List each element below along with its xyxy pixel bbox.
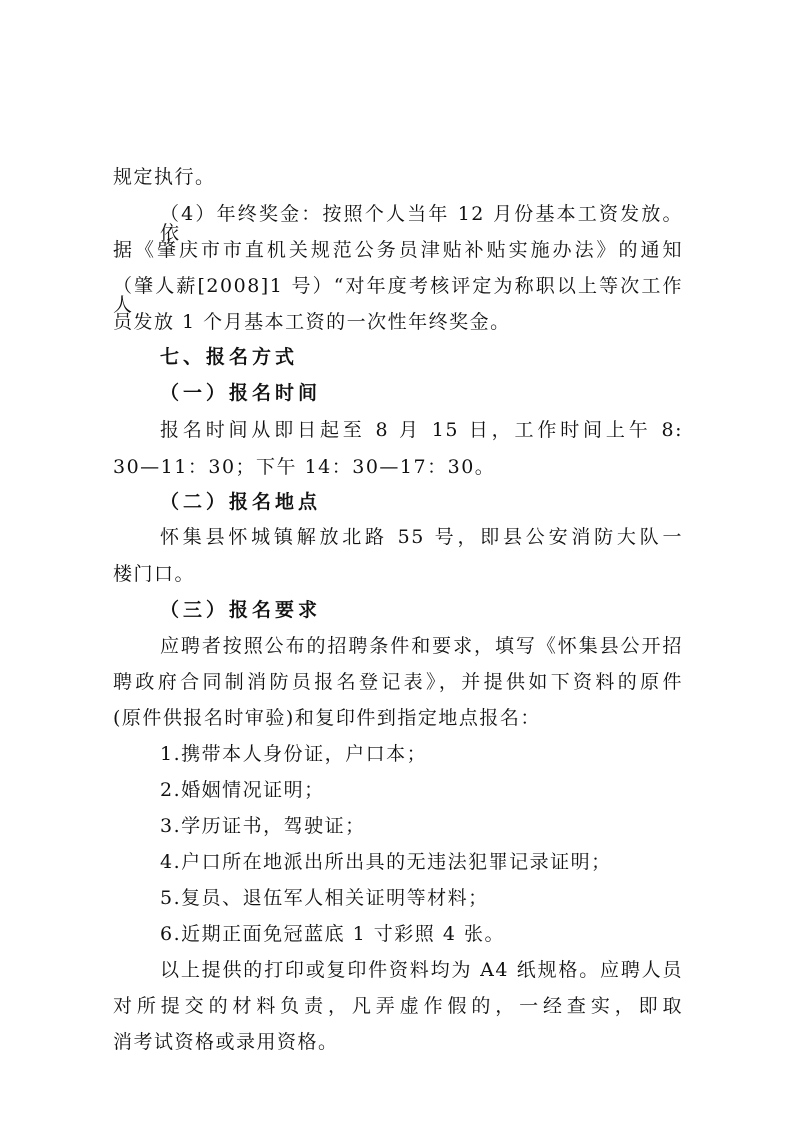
paragraph-line: （4）年终奖金：按照个人当年 12 月份基本工资发放。依 <box>160 203 683 244</box>
paragraph-line: 楼门口。 <box>113 563 196 585</box>
paragraph-line: 据《肇庆市市直机关规范公务员津贴补贴实施办法》的通知 <box>113 239 683 261</box>
subsection-heading: （一）报名时间 <box>160 382 322 404</box>
paragraph-line: （肇人薪[2008]1 号）“对年度考核评定为称职以上等次工作人 <box>113 275 683 316</box>
subsection-heading: （二）报名地点 <box>160 491 322 513</box>
paragraph-line: 对所提交的材料负责，凡弄虚作假的，一经查实，即取 <box>113 995 683 1017</box>
list-item: 5.复员、退伍军人相关证明等材料； <box>160 887 489 909</box>
paragraph-line: 消考试资格或录用资格。 <box>113 1031 339 1053</box>
list-item: 4.户口所在地派出所出具的无违法犯罪记录证明； <box>160 851 612 873</box>
paragraph-line: 聘政府合同制消防员报名登记表》，并提供如下资料的原件 <box>113 671 683 693</box>
paragraph-line: 员发放 1 个月基本工资的一次性年终奖金。 <box>113 311 511 333</box>
subsection-heading: （三）报名要求 <box>160 599 322 621</box>
list-item: 6.近期正面免冠蓝底 1 寸彩照 4 张。 <box>160 923 505 945</box>
paragraph-line: 规定执行。 <box>113 166 216 188</box>
paragraph-line: 应聘者按照公布的招聘条件和要求，填写《怀集县公开招 <box>160 635 683 657</box>
section-heading: 七、报名方式 <box>160 346 299 368</box>
list-item: 1.携带本人身份证，户口本； <box>160 743 428 765</box>
list-item: 2.婚姻情况证明； <box>160 779 325 801</box>
paragraph-line: 报名时间从即日起至 8 月 15 日，工作时间上午 8: <box>160 419 683 441</box>
paragraph-line: 30—11：30；下午 14：30—17：30。 <box>113 456 496 478</box>
paragraph-line: 以上提供的打印或复印件资料均为 A4 纸规格。应聘人员 <box>160 959 683 981</box>
paragraph-line: (原件供报名时审验)和复印件到指定地点报名： <box>113 707 541 729</box>
list-item: 3.学历证书，驾驶证； <box>160 815 366 837</box>
paragraph-line: 怀集县怀城镇解放北路 55 号，即县公安消防大队一 <box>160 526 683 548</box>
